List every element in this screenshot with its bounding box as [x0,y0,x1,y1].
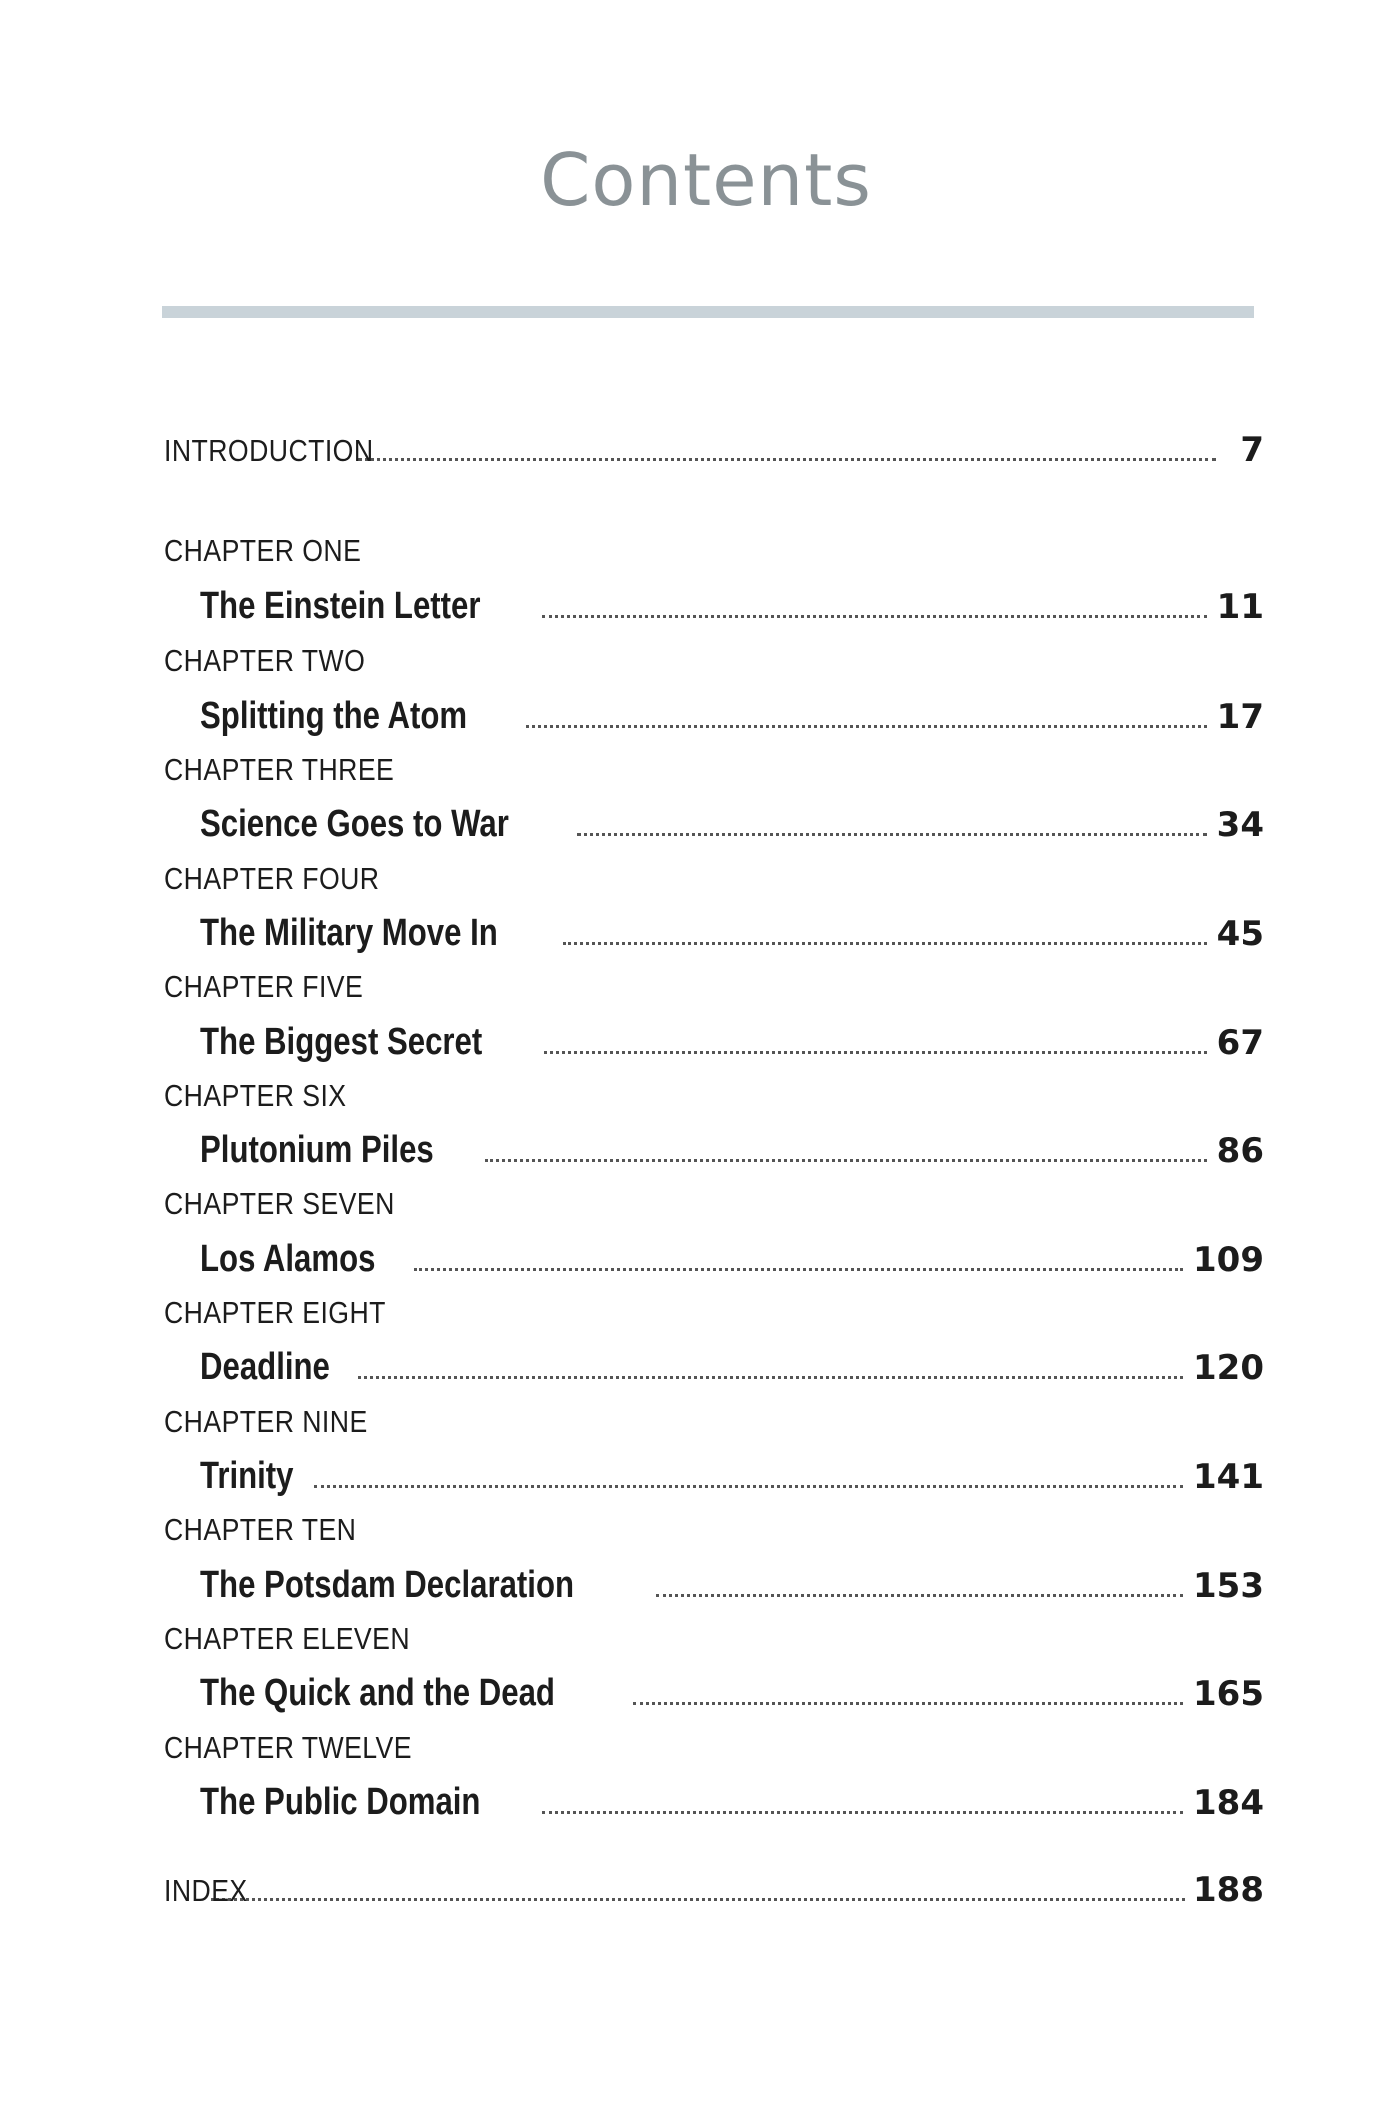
dot-leader [563,941,1207,945]
chapter-number-label: CHAPTER FIVE [164,969,364,1004]
chapter-number-label: CHAPTER ELEVEN [164,1621,411,1656]
toc-page-number: 109 [1193,1240,1264,1280]
toc-entry-index[interactable] [164,1870,1264,1930]
toc-entry-introduction[interactable] [164,430,1264,490]
chapter-title: The Potsdam Declaration [200,1564,575,1606]
chapter-title: The Military Move In [200,912,498,954]
chapter-title: Los Alamos [200,1238,376,1280]
chapter-title: Trinity [200,1455,294,1497]
chapter-title: The Einstein Letter [200,585,481,627]
toc-page-number: 86 [1216,1131,1264,1171]
dot-leader [485,1158,1207,1162]
chapter-number-label: CHAPTER TWO [164,643,366,678]
chapter-title: Plutonium Piles [200,1129,434,1171]
toc-page-number: 141 [1193,1457,1264,1497]
dot-leader [358,1375,1183,1379]
toc-page-number: 184 [1193,1783,1264,1823]
dot-leader [656,1593,1183,1597]
toc-page-number: 188 [1193,1870,1264,1910]
dot-leader [414,1267,1183,1271]
toc-page-number: 34 [1216,805,1264,845]
chapter-title: Splitting the Atom [200,695,468,737]
toc-page-number: 7 [1240,430,1264,470]
toc-page-number: 11 [1216,587,1264,627]
dot-leader [211,1897,1185,1901]
toc-page-number: 45 [1216,914,1264,954]
chapter-title: The Biggest Secret [200,1021,483,1063]
toc-page-number: 165 [1193,1674,1264,1714]
dot-leader [358,457,1216,461]
toc-page-number: 17 [1216,697,1264,737]
chapter-number-label: CHAPTER FOUR [164,861,380,896]
dot-leader [577,832,1207,836]
toc-page-number: 67 [1216,1023,1264,1063]
chapter-number-label: CHAPTER NINE [164,1404,368,1439]
toc-page-number: 120 [1193,1348,1264,1388]
toc-entry-label: INTRODUCTION [164,433,374,468]
chapter-title: The Public Domain [200,1781,481,1823]
chapter-number-label: CHAPTER EIGHT [164,1295,386,1330]
chapter-number-label: CHAPTER ONE [164,533,362,568]
chapter-number-label: CHAPTER SEVEN [164,1186,395,1221]
title-divider [162,306,1254,318]
chapter-number-label: CHAPTER THREE [164,752,395,787]
chapter-title: Science Goes to War [200,803,509,845]
dot-leader [542,614,1207,618]
chapter-number-label: CHAPTER TWELVE [164,1730,412,1765]
dot-leader [314,1484,1183,1488]
chapter-title: Deadline [200,1346,330,1388]
chapter-number-label: CHAPTER SIX [164,1078,347,1113]
toc-entry-label: INDEX [164,1873,248,1908]
dot-leader [542,1810,1183,1814]
toc-page-number: 153 [1193,1566,1264,1606]
dot-leader [633,1701,1183,1705]
chapter-title: The Quick and the Dead [200,1672,555,1714]
dot-leader [544,1050,1206,1054]
chapter-number-label: CHAPTER TEN [164,1512,357,1547]
page-title: Contents [540,138,872,222]
dot-leader [526,724,1207,728]
